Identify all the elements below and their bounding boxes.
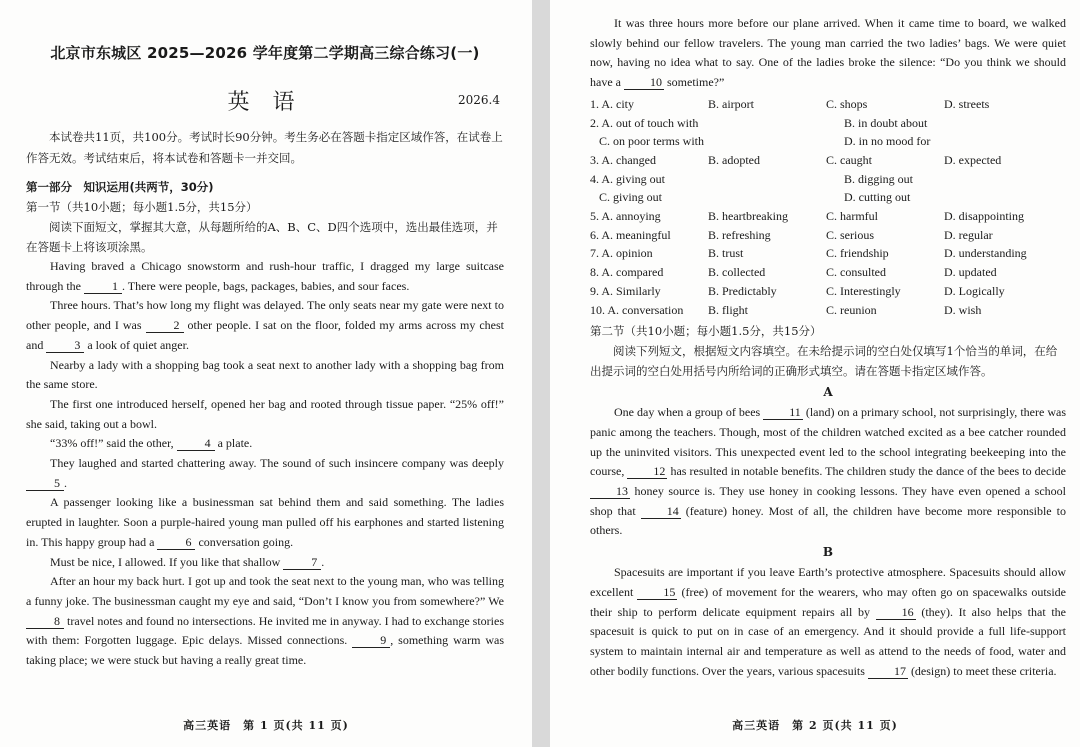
answer-blank-15: 15	[637, 585, 677, 600]
page-footer: 高三英语 第 1 页(共 11 页)	[183, 719, 349, 732]
passage-a: One day when a group of bees 11 (land) on a primary school, not surprisingly, there was panic among the teachers. Though, most of the children watched excited as a bee catcher rounded up the uninvited visitors. This unexpected event led to the school integrating beekeeping into the course, 12 has resulted in notable benefits. The children study the dance of the bees to decide 13 honey source is. They use honey in cooking lessons. They have even opened a school shop that 14 (feature) honey. Most of all, the children have become more responsible to others.	[590, 405, 1067, 538]
story-paragraph: Having braved a Chicago snowstorm and rush-hour traffic, I dragged my large suitcase through the 1 . There were people, bags, packages, babies, and sour faces.	[26, 259, 504, 293]
story-paragraph: After an hour my back hurt. I got up and took the seat next to the young man, who was telling a funny joke. The businessman caught my eye and said, “Don’t I know you from somewhere?” We 8 travel notes and found no intersections. He invited me in anyway. I had to exchange stories with them: Forgotten luggage. Epic delays. Missed connections. 9 , something warm was taking place; we were stuck but having a really great time.	[26, 574, 505, 668]
option-choice: D. disappointing	[944, 209, 1024, 224]
section1-heading: 第一节（共10小题；每小题1.5分，共15分）	[26, 200, 258, 214]
option-choice: D. Logically	[944, 283, 1005, 298]
option-choice: D. cutting out	[844, 190, 911, 205]
option-choice: B. trust	[708, 246, 744, 261]
option-choice: C. harmful	[826, 209, 878, 224]
answer-blank-2: 2	[146, 318, 184, 333]
answer-blank-3: 3	[46, 338, 84, 353]
option-choice: 4. A. giving out	[590, 171, 666, 186]
answer-blank-17: 17	[868, 664, 908, 679]
option-choice: 3. A. changed	[590, 152, 656, 167]
option-choice: 7. A. opinion	[590, 246, 653, 261]
exam-date: 2026.4	[458, 93, 500, 107]
option-choice: C. Interestingly	[826, 283, 901, 298]
option-choice: B. flight	[708, 302, 749, 317]
option-row	[590, 188, 1066, 207]
option-choice: C. consulted	[826, 265, 886, 280]
section2-heading: 第二节（共10小题；每小题1.5分，共15分）	[590, 324, 822, 339]
option-choice: B. adopted	[708, 152, 760, 167]
option-row	[590, 132, 1066, 151]
option-choice: B. collected	[708, 265, 766, 280]
option-row	[590, 226, 1066, 245]
option-choice: D. streets	[944, 96, 990, 111]
exam-page-2	[550, 0, 1080, 747]
answer-blank-1: 1	[84, 279, 122, 294]
answer-blank-6: 6	[157, 535, 195, 550]
section1-directions: 阅读下面短文，掌握其大意，从每题所给的A、B、C、D四个选项中，选出最佳选项，并在答题卡上将该项涂黑。	[26, 220, 498, 254]
option-row	[590, 170, 1066, 189]
story-paragraph: “33% off!” said the other, 4 a plate.	[50, 436, 253, 451]
option-choice: B. Predictably	[708, 283, 777, 298]
option-choice: 10. A. conversation	[590, 302, 684, 317]
option-choice: 1. A. city	[590, 96, 634, 111]
passage-a-label: A	[823, 385, 833, 400]
option-choice: 9. A. Similarly	[590, 283, 661, 298]
option-row	[590, 263, 1066, 282]
option-choice: C. on poor terms with	[590, 134, 704, 149]
section2-directions: 阅读下列短文，根据短文内容填空。在未给提示词的空白处仅填写1个恰当的单词，在给出提示词的空白处用括号内所给词的正确形式填空。请在答题卡指定区域作答。	[590, 344, 1058, 379]
subject-row	[26, 85, 504, 119]
option-choice: D. expected	[944, 152, 1002, 167]
option-choice: D. in no mood for	[844, 134, 931, 149]
answer-blank-4: 4	[177, 436, 215, 451]
answer-options	[590, 95, 1066, 319]
option-choice: B. in doubt about	[844, 115, 928, 130]
option-row	[590, 151, 1066, 170]
option-choice: D. regular	[944, 227, 993, 242]
answer-blank-7: 7	[283, 555, 321, 570]
option-choice: C. shops	[826, 96, 868, 111]
option-choice: D. wish	[944, 302, 982, 317]
option-choice: 6. A. meaningful	[590, 227, 671, 242]
story-paragraph: They laughed and started chattering away. The sound of such insincere company was deeply 5 .	[26, 454, 504, 493]
option-choice: B. airport	[708, 96, 754, 111]
option-choice: C. reunion	[826, 302, 877, 317]
option-row	[590, 207, 1066, 226]
option-row	[590, 282, 1066, 301]
answer-blank-9: 9	[352, 633, 390, 648]
story-paragraph: Must be nice, I allowed. If you like that shallow 7 .	[50, 554, 325, 569]
passage-b: Spacesuits are important if you leave Earth’s protective atmosphere. Spacesuits should allow excellent 15 (free) of movement for the wearers, who may often go on spacewalks outside their ship to perform delicate equipment repairs all by 16 (they). It also helps that the spacesuit is quick to put on in case of an emergency. And it should provide a full life-support system to maintain internal air and temperature as well as attend to the needs of food, water and other bodily functions. Over the years, various spacesuits 17 (design) to meet these criteria.	[590, 565, 1066, 678]
option-row	[590, 244, 1066, 263]
page-footer: 高三英语 第 2 页(共 11 页)	[732, 719, 898, 732]
option-choice: 2. A. out of touch with	[590, 115, 699, 130]
option-choice: C. caught	[826, 152, 872, 167]
answer-blank-10: 10	[624, 75, 664, 90]
answer-blank-8: 8	[26, 614, 64, 629]
exam-title: 北京市东城区 2025—2026 学年度第二学期高三综合练习(一)	[50, 44, 480, 62]
story-paragraph: Three hours. That’s how long my flight was delayed. The only seats near my gate were next to other people, and I was 2 other people. I sat on the floor, folded my arms across my chest and 3 a look of quiet anger.	[26, 298, 504, 352]
option-choice: 5. A. annoying	[590, 209, 661, 224]
answer-blank-5: 5	[26, 476, 64, 491]
option-row	[590, 114, 1066, 133]
answer-blank-11: 11	[763, 405, 803, 420]
story-paragraph: The first one introduced herself, opened her bag and rooted through tissue paper. “25% off!” she said, taking out a bowl.	[26, 396, 504, 431]
option-choice: C. giving out	[590, 190, 663, 205]
option-row	[590, 301, 1066, 320]
story-ending-paragraph: It was three hours more before our plane arrived. When it came time to board, we walked slowly behind our fellow travelers. The young man carried the two ladies’ bags. We were quiet now, having no idea what to say. One of the ladies broke the silence: “Do you think we should have a 10 sometime?”	[590, 16, 1066, 90]
option-choice: 8. A. compared	[590, 265, 664, 280]
option-row	[590, 95, 1066, 114]
option-choice: C. friendship	[826, 246, 889, 261]
part1-heading: 第一部分 知识运用(共两节，30分)	[26, 180, 214, 194]
option-choice: B. heartbreaking	[708, 209, 788, 224]
story-passage	[26, 257, 504, 671]
exam-page-1	[0, 0, 532, 747]
option-choice: B. digging out	[844, 171, 914, 186]
answer-blank-16: 16	[876, 605, 916, 620]
option-choice: B. refreshing	[708, 227, 771, 242]
answer-blank-13: 13	[590, 484, 630, 499]
option-choice: D. updated	[944, 265, 997, 280]
option-choice: C. serious	[826, 227, 874, 242]
passage-b-label: B	[822, 545, 834, 560]
story-paragraph: Nearby a lady with a shopping bag took a seat next to another lady with a shopping bag from the same store.	[26, 357, 504, 392]
exam-instructions: 本试卷共11页，共100分。考试时长90分钟。考生务必在答题卡指定区域作答，在试卷上作答无效。考试结束后，将本试卷和答题卡一并交回。	[26, 130, 503, 165]
subject-heading: 英 语	[227, 90, 303, 115]
option-choice: D. understanding	[944, 246, 1027, 261]
answer-blank-14: 14	[641, 504, 681, 519]
story-paragraph: A passenger looking like a businessman sat behind them and said something. The ladies erupted in laughter. Soon a purple-haired young man pulled off his earphones and started listening in. This happy group had a 6 conversation going.	[26, 495, 504, 549]
answer-blank-12: 12	[627, 464, 667, 479]
